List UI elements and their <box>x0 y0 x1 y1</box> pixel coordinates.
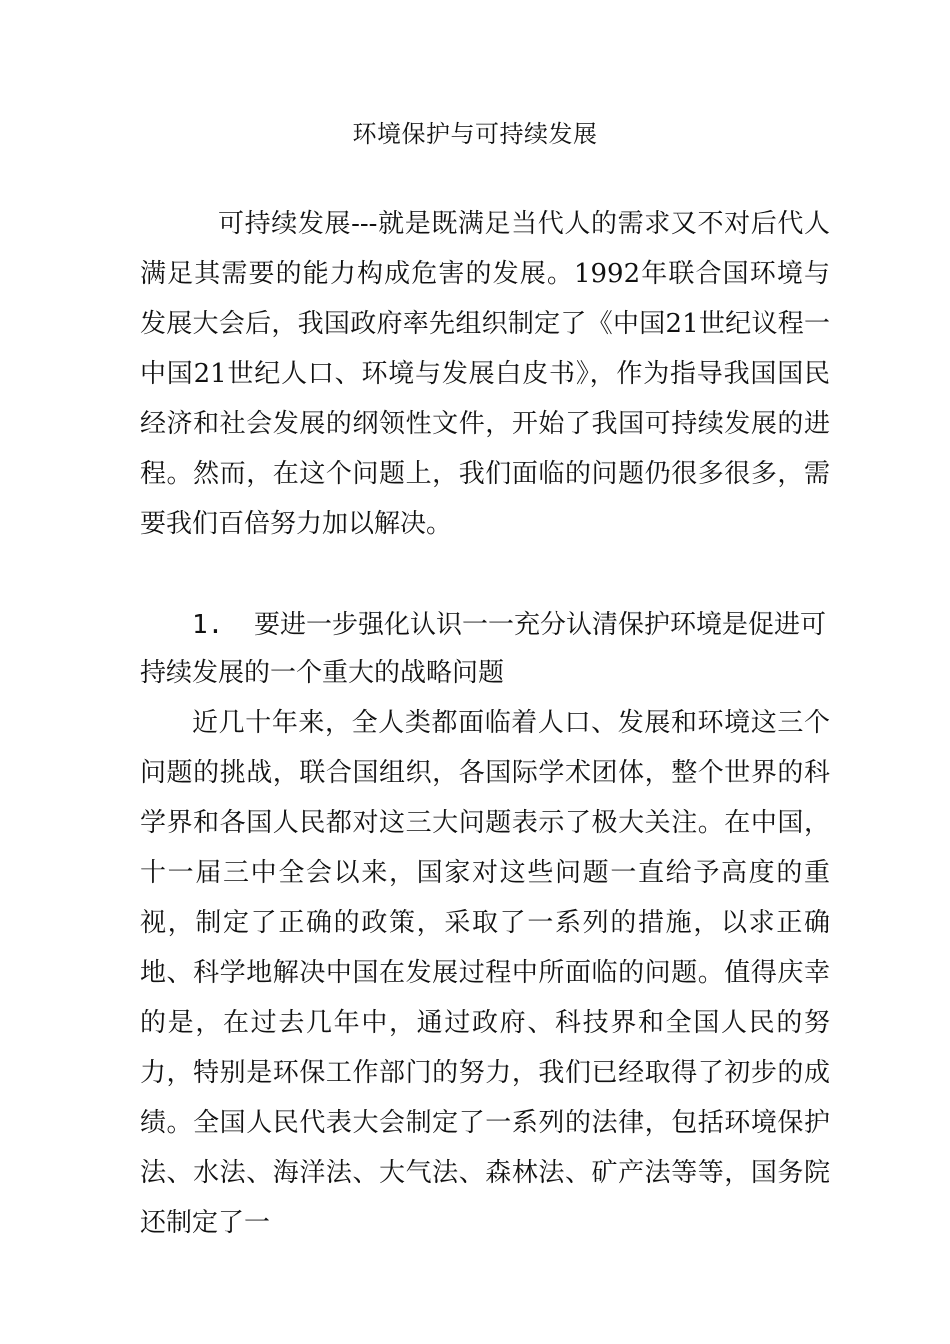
section-heading <box>140 601 830 697</box>
document-title: 环境保护与可持续发展 <box>352 120 598 148</box>
intro-paragraph: 可持续发展---就是既满足当代人的需求又不对后代人满足其需要的能力构成危害的发展。1992年联合国环境与发展大会后，我国政府率先组织制定了《中国21世纪议程一中国21世纪人口、环境与发展白皮书》，作为指导我国国民经济和社会发展的纲领性文件，开始了我国可持续发展的进程。然而，在这个问题上，我们面临的问题仍很多很多，需要我们百倍努力加以解决。 <box>140 209 830 539</box>
section-heading-text: 要进一步强化认识一一充分认清保护环境是促进可持续发展的一个重大的战略问题 <box>140 610 827 688</box>
section-body-paragraph: 近几十年来，全人类都面临着人口、发展和环境这三个问题的挑战，联合国组织，各国际学术团体，整个世界的科学界和各国人民都对这三大问题表示了极大关注。在中国，十一届三中全会以来，国家对这些问题一直给予高度的重视，制定了正确的政策，采取了一系列的措施，以求正确地、科学地解决中国在发展过程中所面临的问题。值得庆幸的是，在过去几年中，通过政府、科技界和全国人民的努力，特别是环保工作部门的努力，我们已经取得了初步的成绩。全国人民代表大会制定了一系列的法律，包括环境保护法、水法、海洋法、大气法、森林法、矿产法等等，国务院还制定了一 <box>140 708 830 1238</box>
section-number: 1. <box>192 610 224 640</box>
